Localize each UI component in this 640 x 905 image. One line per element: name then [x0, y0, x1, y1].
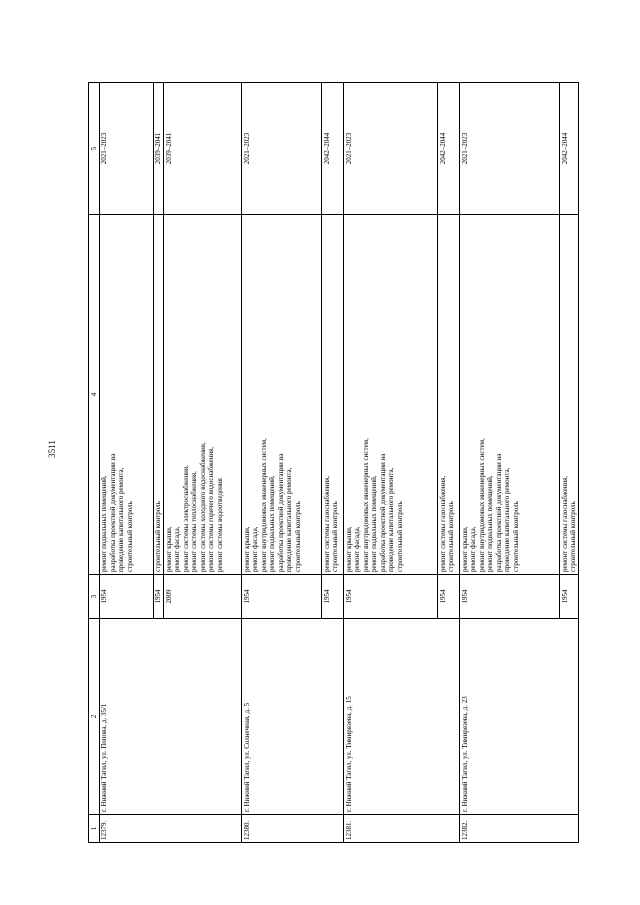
- year-cell: 1954: [438, 575, 460, 619]
- table-row: [460, 83, 560, 843]
- year-cell: 1954: [242, 575, 322, 619]
- row-number: 12382.: [460, 815, 579, 843]
- period-cell: 2021–2023: [344, 83, 438, 215]
- column-header: 5: [89, 83, 100, 215]
- capital-repair-table: [88, 82, 579, 843]
- works-cell: ремонт крыши, ремонт фасада, ремонт внутридомовых инженерных систем, ремонт подвальных помещений, разработка проектной документации на проведение капитального ремонта, строительный контроль: [460, 215, 560, 575]
- period-cell: 2039–2041: [164, 83, 242, 215]
- address-cell: г. Нижний Тагил, ул. Попова, д. 35/1: [99, 619, 242, 815]
- row-number: 12380.: [242, 815, 344, 843]
- row-number: 12381.: [344, 815, 460, 843]
- period-cell: 2042–2044: [560, 83, 579, 215]
- period-cell: 2021–2023: [242, 83, 322, 215]
- year-cell: 1954: [344, 575, 438, 619]
- year-cell: 1954: [99, 575, 153, 619]
- year-cell: 1954: [460, 575, 560, 619]
- address-cell: г. Нижний Тагил, ул. Тимирязева, д. 23: [460, 619, 579, 815]
- works-cell: ремонт крыши, ремонт фасада, ремонт системы электроснабжения, ремонт системы теплоснабжения, ремонт системы холодного водоснабжения, ремонт системы горячего водоснабжения, ремонт системы водоотведения: [164, 215, 242, 575]
- works-cell: ремонт крыши, ремонт фасада, ремонт внутридомовых инженерных систем, ремонт подвальных помещений, разработка проектной документации на проведение капитального ремонта, строительный контроль: [344, 215, 438, 575]
- period-cell: 2021–2023: [460, 83, 560, 215]
- table-row: [99, 83, 153, 843]
- year-cell: 1954: [153, 575, 164, 619]
- rotated-table-container: [88, 83, 576, 843]
- column-header: 4: [89, 215, 100, 575]
- table-row: [344, 83, 438, 843]
- period-cell: 2042–2044: [438, 83, 460, 215]
- page-number: 3511: [47, 440, 57, 458]
- works-cell: ремонт подвальных помещений, разработка проектной документации на проведение капитального ремонта, строительный контроль: [99, 215, 153, 575]
- works-cell: строительный контроль: [153, 215, 164, 575]
- column-header: 2: [89, 619, 100, 815]
- works-cell: ремонт крыши, ремонт фасада, ремонт внутридомовых инженерных систем, ремонт подвальных помещений, разработка проектной документации на проведение капитального ремонта, строительный контроль: [242, 215, 322, 575]
- period-cell: 2021–2023: [99, 83, 153, 215]
- column-header: 3: [89, 575, 100, 619]
- address-cell: г. Нижний Тагил, ул. Солнечная, д. 5: [242, 619, 344, 815]
- year-cell: 2009: [164, 575, 242, 619]
- period-cell: 2042–2044: [322, 83, 344, 215]
- header-row: [89, 83, 100, 843]
- works-cell: ремонт системы газоснабжения, строительный контроль: [560, 215, 579, 575]
- address-cell: г. Нижний Тагил, ул. Тимирязева, д. 15: [344, 619, 460, 815]
- row-number: 12379.: [99, 815, 242, 843]
- column-header: 1: [89, 815, 100, 843]
- period-cell: 2039–2041: [153, 83, 164, 215]
- year-cell: 1954: [322, 575, 344, 619]
- works-cell: ремонт системы газоснабжения, строительный контроль: [322, 215, 344, 575]
- table-row: [242, 83, 322, 843]
- year-cell: 1954: [560, 575, 579, 619]
- works-cell: ремонт системы газоснабжения, строительный контроль: [438, 215, 460, 575]
